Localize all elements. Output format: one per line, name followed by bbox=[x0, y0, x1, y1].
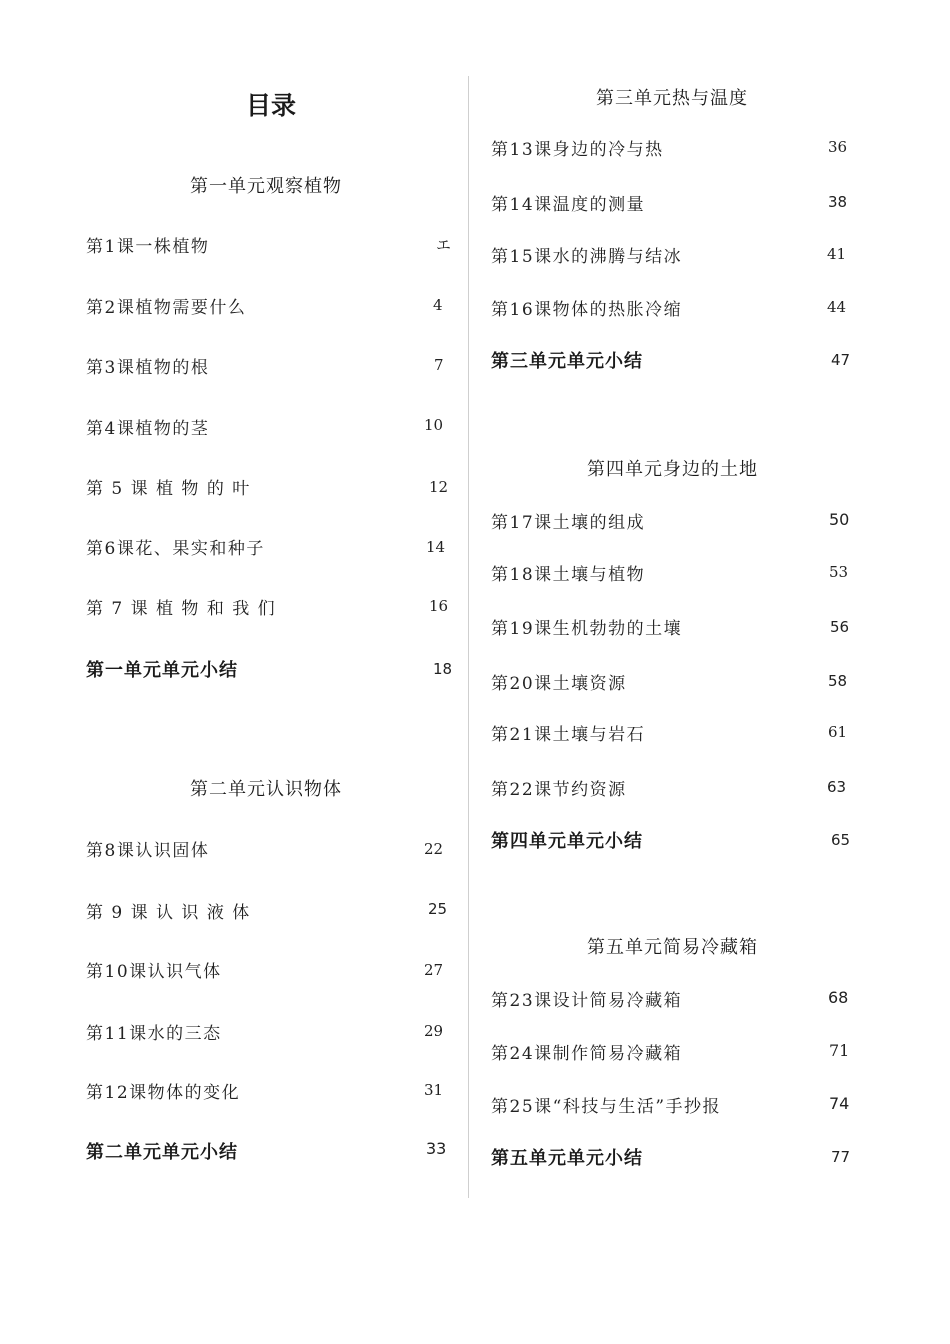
page-number: 10 bbox=[424, 416, 444, 434]
toc-entry-lesson13[interactable]: 第13课身边的冷与热 bbox=[491, 140, 664, 160]
toc-entry-lesson5[interactable]: 第 5 课 植 物 的 叶 bbox=[86, 479, 251, 499]
page-title: 目录 bbox=[246, 91, 297, 120]
page-number: 77 bbox=[831, 1148, 851, 1166]
toc-entry-lesson2[interactable]: 第2课植物需要什么 bbox=[86, 298, 247, 318]
page-number: 44 bbox=[827, 298, 847, 316]
toc-entry-lesson24[interactable]: 第24课制作简易冷藏箱 bbox=[491, 1044, 683, 1064]
page-number: 29 bbox=[424, 1022, 444, 1040]
toc-entry-lesson16[interactable]: 第16课物体的热胀冷缩 bbox=[491, 300, 683, 320]
page-number: 56 bbox=[830, 618, 850, 636]
page-number: 65 bbox=[831, 831, 851, 849]
page-number: 27 bbox=[424, 961, 444, 979]
unit3-heading: 第三单元热与温度 bbox=[596, 88, 748, 109]
page-number: 12 bbox=[429, 478, 449, 496]
toc-entry-lesson9[interactable]: 第 9 课 认 识 液 体 bbox=[86, 903, 251, 923]
unit2-heading: 第二单元认识物体 bbox=[190, 779, 342, 800]
page-number: 18 bbox=[433, 660, 453, 678]
page-number: 33 bbox=[426, 1139, 447, 1158]
page-number: 50 bbox=[829, 510, 850, 529]
toc-entry-lesson4[interactable]: 第4课植物的茎 bbox=[86, 419, 210, 439]
toc-entry-lesson20[interactable]: 第20课土壤资源 bbox=[491, 674, 627, 694]
column-divider bbox=[468, 76, 469, 1198]
unit4-summary-entry[interactable]: 第四单元单元小结 bbox=[491, 831, 643, 852]
toc-entry-lesson15[interactable]: 第15课水的沸腾与结冰 bbox=[491, 247, 683, 267]
page-number: 53 bbox=[829, 563, 849, 581]
page-number: 74 bbox=[829, 1094, 850, 1113]
page-number: 61 bbox=[828, 723, 848, 741]
unit5-summary-entry[interactable]: 第五单元单元小结 bbox=[491, 1148, 643, 1169]
toc-entry-lesson18[interactable]: 第18课土壤与植物 bbox=[491, 565, 646, 585]
page-number: 63 bbox=[827, 778, 847, 796]
page-number: 25 bbox=[428, 900, 448, 918]
page-number: エ bbox=[436, 236, 452, 254]
toc-entry-lesson8[interactable]: 第8课认识固体 bbox=[86, 841, 210, 861]
toc-entry-lesson10[interactable]: 第10课认识气体 bbox=[86, 962, 222, 982]
page-number: 7 bbox=[434, 356, 444, 374]
unit4-heading: 第四单元身边的土地 bbox=[587, 459, 758, 480]
toc-entry-lesson21[interactable]: 第21课土壤与岩石 bbox=[491, 725, 646, 745]
toc-entry-lesson12[interactable]: 第12课物体的变化 bbox=[86, 1083, 241, 1103]
toc-entry-lesson7[interactable]: 第 7 课 植 物 和 我 们 bbox=[86, 599, 277, 619]
page-number: 38 bbox=[828, 193, 848, 211]
page-number: 31 bbox=[424, 1081, 444, 1099]
page-number: 68 bbox=[828, 988, 849, 1007]
page-number: 22 bbox=[424, 840, 444, 858]
toc-entry-lesson22[interactable]: 第22课节约资源 bbox=[491, 780, 627, 800]
toc-entry-lesson1[interactable]: 第1课一株植物 bbox=[86, 237, 210, 257]
unit5-heading: 第五单元简易冷藏箱 bbox=[587, 937, 758, 958]
unit3-summary-entry[interactable]: 第三单元单元小结 bbox=[491, 351, 643, 372]
page-number: 36 bbox=[828, 138, 848, 156]
toc-entry-lesson14[interactable]: 第14课温度的测量 bbox=[491, 195, 646, 215]
toc-entry-lesson19[interactable]: 第19课生机勃勃的土壤 bbox=[491, 619, 683, 639]
toc-entry-lesson17[interactable]: 第17课土壤的组成 bbox=[491, 513, 646, 533]
page-number: 58 bbox=[828, 672, 848, 690]
page-number: 14 bbox=[426, 538, 446, 556]
toc-entry-lesson23[interactable]: 第23课设计简易冷藏箱 bbox=[491, 991, 683, 1011]
page-number: 4 bbox=[433, 296, 443, 314]
page-number: 71 bbox=[829, 1041, 850, 1060]
unit1-heading: 第一单元观察植物 bbox=[190, 176, 342, 197]
toc-entry-lesson11[interactable]: 第11课水的三态 bbox=[86, 1024, 222, 1044]
unit2-summary-entry[interactable]: 第二单元单元小结 bbox=[86, 1142, 238, 1163]
toc-entry-lesson6[interactable]: 第6课花、果实和种子 bbox=[86, 539, 265, 559]
page-number: 16 bbox=[429, 597, 449, 615]
toc-entry-lesson25[interactable]: 第25课“科技与生活”手抄报 bbox=[491, 1097, 722, 1117]
page-number: 41 bbox=[827, 245, 847, 263]
toc-entry-lesson3[interactable]: 第3课植物的根 bbox=[86, 358, 210, 378]
page-number: 47 bbox=[831, 351, 851, 369]
unit1-summary-entry[interactable]: 第一单元单元小结 bbox=[86, 660, 238, 681]
